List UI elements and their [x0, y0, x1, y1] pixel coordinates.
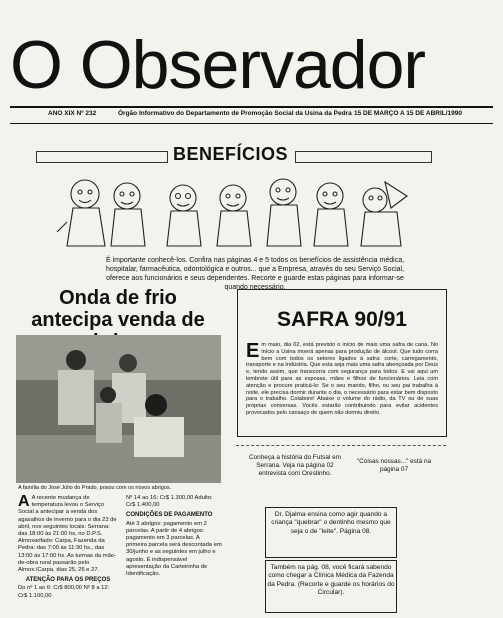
pagamento-text: Até 3 abrigos: pagamento em 2 parcelas. A partir de 4 abrigos: pagamento em 3 parcelas. A primeira parcela será descontada em 30/junho e as seguintes em julho e agosto. É indispensável apresentação da Carteirinha de Identificação.: [126, 520, 222, 578]
frio-col1-text: A recente mudança de temperatura levou o Serviço Social a antecipar a venda dos agasalhos de inverno para o dia 23 de abril, nos seguintes locais: Serrana: das 18:00 às 21:00 hs, no D.P.S. Almoxarifado: Carpa, Fazenda da Pedra: das 7:00 às 11:30 hs., das 13:00 às 17:00 hs. As turmas da mão-de-obra rural passarão pelo Almox./Carpa, dias 25, 26 e 27.: [18, 495, 117, 574]
cartoon-child-6: [314, 183, 348, 246]
djalma-text: Dr. Djalma ensina como agir quando a criança "quebrar" o dentinho mesmo que seja o de "leite". Página 08.: [271, 511, 391, 535]
children-cartoon-illustration: [55, 172, 425, 252]
frio-column-2: [126, 495, 222, 578]
newspaper-title: O Observador: [10, 27, 426, 103]
cartoon-child-2: [111, 183, 145, 246]
masthead: [6, 24, 496, 104]
pagamento-heading: CONDIÇÕES DE PAGAMENTO: [126, 512, 213, 519]
tagline: Órgão Informativo do Departamento de Promoção Social da Usina da Pedra: [118, 110, 352, 117]
beneficios-intro: É importante conhecê-los. Confira nas páginas 4 e 5 todos os benefícios de assistência médica, hospitalar, farmacêutica, odontológica e outros... que a Empresa, através do seu Serviço Social, oferece aos funcionários e seus dependentes. Recorte e guarde estas páginas para informar-se quando necessário.: [105, 257, 405, 291]
clinica-box: [265, 560, 397, 613]
issue-dates: 15 DE MARÇO A 15 DE ABRIL/1990: [354, 110, 463, 117]
clinica-text: Também na pág. 08, você ficará sabendo como chegar a Clínica Médica da Fazenda da Pedra. (Recorte e guarde os horários do Circular).: [267, 564, 395, 597]
beneficios-title: BENEFÍCIOS: [172, 144, 288, 164]
decorative-bar-left: [36, 151, 168, 163]
coisas-teaser: "Coisas nossas..." está na página 07: [356, 458, 432, 473]
frio-column-1: [18, 495, 118, 600]
cartoon-child-1: [57, 180, 105, 246]
djalma-box: [265, 507, 397, 558]
precos-heading: ATENÇÃO PARA OS PREÇOS: [25, 577, 111, 584]
meta-rule: [10, 123, 493, 124]
issue-number: ANO XIX Nº 232: [48, 110, 97, 117]
family-photo-image: [16, 335, 221, 483]
family-photo: [16, 335, 221, 483]
precos-list: Do nº 1 ao 6: Cr$ 800,00 Nº 8 a 12: Cr$ 1.100,00: [18, 585, 110, 599]
safra-dropcap: E: [246, 340, 260, 362]
safra-text: [246, 342, 438, 417]
cartoon-child-5: [267, 179, 301, 246]
safra-box: [237, 289, 447, 437]
cartoon-child-3: [167, 185, 201, 246]
frio-dropcap: A: [18, 493, 30, 510]
frio-headline: Onda de frio antecipa venda de: [31, 287, 205, 331]
safra-body: m maio, dia 02, está previsto o início de mais uma safra de cana. No início a Usina moerá apenas para produção de álcool. Que tudo corra bem com todos os setores ligados à safra: corte, carregamento, transporte e na Indústria. Que esta seja mais uma safra abençoada por Deus e, tendo assim, que transcorra com segurança para todos. E vai aqui um lembrete útil para as esposas, mães e filhos de funcionários. Leia com atenção e procure praticá-lo: Se o seu marido, filho, ou seu pai trabalha à noite, ele precisa dormir durante o dia, o necessário para estar bem disposto para o trabalho. Colabore! Abaixe o volume do rádio, da TV ou de suas próprias conversas. Vocês estarão contribuindo para evitar acidentes provocados pelo cansaço de quem não dormiu direito.: [246, 342, 438, 416]
cartoon-child-4: [217, 185, 251, 246]
safra-title: SAFRA 90/91: [277, 308, 407, 331]
cartoon-child-7: [361, 182, 407, 246]
decorative-bar-right: [295, 151, 432, 163]
photo-caption: A família do José Júlio do Prado, posou com os novos abrigos.: [18, 485, 172, 491]
masthead-rule: [10, 106, 493, 108]
precos-list-2: Nº 14 ao 16: Cr$ 1.300,00 Adulto: Cr$ 1.400,00: [126, 495, 213, 509]
futsal-teaser: Conheça a história do Futsal em Serrana. Veja na página 02 entrevista com Orestinho.: [248, 454, 341, 477]
divider-line: [236, 445, 446, 446]
